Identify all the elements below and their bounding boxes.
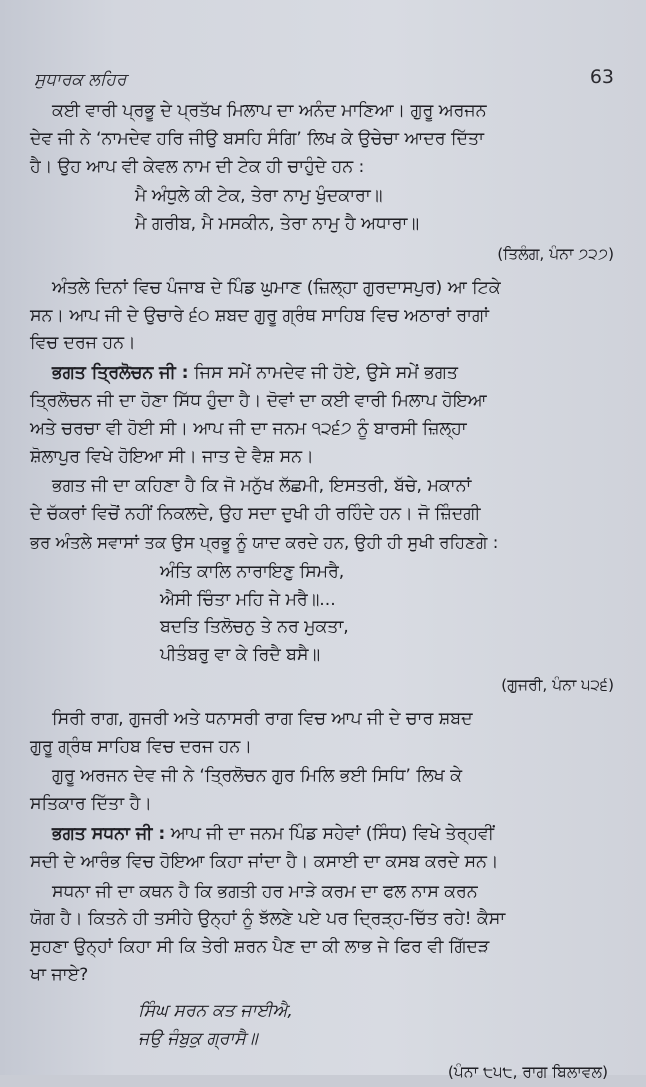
- verse-line: ਸਿੰਘ ਸਰਨ ਕਤ ਜਾਈਐ,: [138, 1000, 293, 1021]
- verse-line: ਬਦਤਿ ਤਿਲੋਚਨੁ ਤੇ ਨਰ ਮੁਕਤਾ,: [160, 617, 349, 638]
- text-line: ਸ਼ੋਲਾਪੁਰ ਵਿਖੇ ਹੋਇਆ ਸੀ। ਜਾਤ ਦੇ ਵੈਸ਼ ਸਨ।: [30, 446, 314, 467]
- paragraph-namdev-continuation: [30, 98, 616, 181]
- page-body: [30, 98, 616, 1087]
- verse-gujri: [30, 559, 616, 670]
- running-head: ਸੁਧਾਰਕ ਲਹਿਰ: [34, 70, 127, 90]
- verse-line: ਅੰਤਿ ਕਾਲਿ ਨਾਰਾਇਣੁ ਸਿਮਰੈ,: [160, 561, 345, 582]
- text-line: ਅਤੇ ਚਰਚਾ ਵੀ ਹੋਈ ਸੀ। ਆਪ ਜੀ ਦਾ ਜਨਮ ੧੨੬੭ ਨੂੰ ਬਾਰਸੀ ਜ਼ਿਲ੍ਹਾ: [30, 418, 467, 439]
- text-line: ਆਪ ਜੀ ਦਾ ਜਨਮ ਪਿੰਡ ਸਹੇਵਾਂ (ਸਿੰਧ) ਵਿਖੇ ਤੇਰ੍ਹਵੀਂ: [165, 823, 494, 844]
- text-line: ਅੰਤਲੇ ਦਿਨਾਂ ਵਿਚ ਪੰਜਾਬ ਦੇ ਪਿੰਡ ਘੁਮਾਣ (ਜ਼ਿਲ੍ਹਾ ਗੁਰਦਾਸਪੁਰ) ਆ ਟਿਕੇ: [52, 277, 501, 298]
- text-line: ਗੁਰੂ ਗ੍ਰੰਥ ਸਾਹਿਬ ਵਿਚ ਦਰਜ ਹਨ।: [30, 736, 252, 757]
- text-line: ਤ੍ਰਿਲੋਚਨ ਜੀ ਦਾ ਹੋਣਾ ਸਿੱਧ ਹੁੰਦਾ ਹੈ। ਦੋਵਾਂ ਦਾ ਕਈ ਵਾਰੀ ਮਿਲਾਪ ਹੋਇਆ: [30, 390, 487, 411]
- page-header: [30, 58, 616, 98]
- paragraph-trilochan-shabads: [30, 706, 616, 762]
- text-line: ਕਈ ਵਾਰੀ ਪ੍ਰਭੂ ਦੇ ਪ੍ਰਤੱਖ ਮਿਲਾਪ ਦਾ ਅਨੰਦ ਮਾਣਿਆ। ਗੁਰੂ ਅਰਜਨ: [52, 101, 487, 121]
- verse-tilang: [30, 183, 616, 239]
- paragraph-trilochan: [30, 360, 616, 471]
- paragraph-last-days: [30, 275, 616, 358]
- verse-reference: (ਗੁਜਰੀ, ਪੰਨਾ ੫੨੬): [501, 675, 614, 694]
- text-line: ਖਾ ਜਾਏ?: [30, 964, 89, 985]
- verse-reference: (ਤਿਲੰਗ, ਪੰਨਾ ੭੨੭): [497, 244, 614, 263]
- text-line: ਸਧਨਾ ਜੀ ਦਾ ਕਥਨ ਹੈ ਕਿ ਭਗਤੀ ਹਰ ਮਾੜੇ ਕਰਮ ਦਾ ਫਲ ਨਾਸ ਕਰਨ: [52, 881, 478, 902]
- paragraph-sadhna: [30, 821, 616, 877]
- verse-line: ਜਉ ਜੰਬੁਕੁ ਗ੍ਰਾਸੈ॥: [138, 1028, 258, 1049]
- text-line: ਦੇ ਚੱਕਰਾਂ ਵਿਚੋਂ ਨਹੀਂ ਨਿਕਲਦੇ, ਉਹ ਸਦਾ ਦੁਖੀ ਹੀ ਰਹਿੰਦੇ ਹਨ। ਜੋ ਜ਼ਿੰਦਗੀ: [30, 504, 481, 525]
- verse-reference: (ਪੰਨਾ ੮੫੮, ਰਾਗ ਬਿਲਾਵਲ): [447, 1063, 608, 1082]
- verse-line: ਮੈ ਗਰੀਬ, ਮੈ ਮਸਕੀਨ, ਤੇਰਾ ਨਾਮੁ ਹੈ ਅਧਾਰਾ॥: [135, 214, 420, 235]
- section-heading: ਭਗਤ ਸਧਨਾ ਜੀ :: [52, 823, 166, 844]
- text-line: ਸਿਰੀ ਰਾਗ, ਗੁਜਰੀ ਅਤੇ ਧਨਾਸਰੀ ਰਾਗ ਵਿਚ ਆਪ ਜੀ ਦੇ ਚਾਰ ਸ਼ਬਦ: [52, 708, 473, 729]
- text-line: ਦੇਵ ਜੀ ਨੇ ‘ਨਾਮਦੇਵ ਹਰਿ ਜੀਉ ਬਸਹਿ ਸੰਗਿ’ ਲਿਖ ਕੇ ਉਚੇਚਾ ਆਦਰ ਦਿੱਤਾ: [30, 128, 484, 149]
- paragraph-sadhna-teaching: [30, 879, 616, 990]
- text-line: ਵਿਚ ਦਰਜ ਹਨ।: [30, 333, 136, 354]
- paragraph-trilochan-honour: [30, 763, 616, 819]
- verse-line: ਪੀਤੰਬਰੁ ਵਾ ਕੇ ਰਿਦੈ ਬਸੈ॥: [160, 645, 321, 666]
- text-line: ਯੋਗ ਹੈ। ਕਿਤਨੇ ਹੀ ਤਸੀਹੇ ਉਨ੍ਹਾਂ ਨੂੰ ਝੱਲਣੇ ਪਏ ਪਰ ਦ੍ਰਿੜ੍ਹ-ਚਿੱਤ ਰਹੇ! ਕੈਸਾ: [30, 909, 506, 930]
- text-line: ਸਤਿਕਾਰ ਦਿੱਤਾ ਹੈ।: [30, 794, 152, 815]
- page-number: 63: [589, 66, 614, 88]
- text-line: ਹੈ। ਉਹ ਆਪ ਵੀ ਕੇਵਲ ਨਾਮ ਦੀ ਟੇਕ ਹੀ ਚਾਹੁੰਦੇ ਹਨ :: [30, 156, 365, 177]
- text-line: ਗੁਰੂ ਅਰਜਨ ਦੇਵ ਜੀ ਨੇ ‘ਤ੍ਰਿਲੋਚਨ ਗੁਰ ਮਿਲਿ ਭਈ ਸਿਧਿ’ ਲਿਖ ਕੇ: [52, 766, 462, 787]
- paragraph-trilochan-teaching: [30, 473, 616, 556]
- verse-bilawal: [30, 998, 616, 1054]
- text-line: ਭਗਤ ਜੀ ਦਾ ਕਹਿਣਾ ਹੈ ਕਿ ਜੋ ਮਨੁੱਖ ਲੱਛਮੀ, ਇਸਤਰੀ, ਬੱਚੇ, ਮਕਾਨਾਂ: [52, 476, 472, 497]
- verse-line: ਐਸੀ ਚਿੰਤਾ ਮਹਿ ਜੇ ਮਰੈ॥...: [160, 589, 336, 610]
- text-line: ਸੁਹਣਾ ਉਨ੍ਹਾਂ ਕਿਹਾ ਸੀ ਕਿ ਤੇਰੀ ਸ਼ਰਨ ਪੈਣ ਦਾ ਕੀ ਲਾਭ ਜੇ ਫਿਰ ਵੀ ਗਿੱਦੜ: [30, 937, 490, 958]
- section-heading: ਭਗਤ ਤ੍ਰਿਲੋਚਨ ਜੀ :: [52, 363, 189, 384]
- text-line: ਭਰ ਅੰਤਲੇ ਸਵਾਸਾਂ ਤਕ ਉਸ ਪ੍ਰਭੂ ਨੂੰ ਯਾਦ ਕਰਦੇ ਹਨ, ਉਹੀ ਹੀ ਸੁਖੀ ਰਹਿਣਗੇ :: [30, 532, 499, 552]
- verse-line: ਮੈ ਅੰਧੁਲੇ ਕੀ ਟੇਕ, ਤੇਰਾ ਨਾਮੁ ਖੁੰਦਕਾਰਾ॥: [135, 186, 383, 207]
- text-line: ਜਿਸ ਸਮੇਂ ਨਾਮਦੇਵ ਜੀ ਹੋਏ, ਉਸੇ ਸਮੇਂ ਭਗਤ: [188, 363, 458, 384]
- text-line: ਸਨ। ਆਪ ਜੀ ਦੇ ਉਚਾਰੇ ੬੦ ਸ਼ਬਦ ਗੁਰੂ ਗ੍ਰੰਥ ਸਾਹਿਬ ਵਿਚ ਅਠਾਰਾਂ ਰਾਗਾਂ: [30, 305, 489, 326]
- text-line: ਸਦੀ ਦੇ ਆਰੰਭ ਵਿਚ ਹੋਇਆ ਕਿਹਾ ਜਾਂਦਾ ਹੈ। ਕਸਾਈ ਦਾ ਕਸਬ ਕਰਦੇ ਸਨ।: [30, 851, 499, 872]
